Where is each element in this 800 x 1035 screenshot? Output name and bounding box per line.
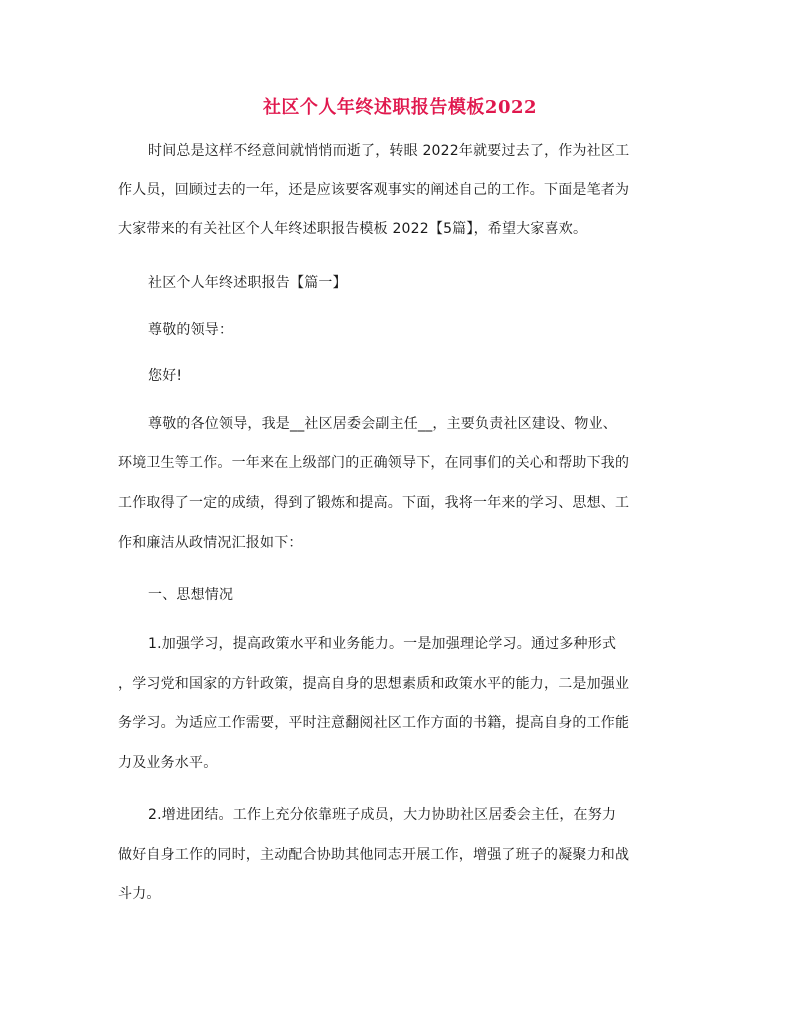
intro-line-1: 时间总是这样不经意间就悄悄而逝了，转眼 2022年就要过去了，作为社区工	[148, 143, 630, 159]
para1-line-1: 尊敬的各位领导，我是__社区居委会副主任__，主要负责社区建设、物业、	[148, 416, 617, 432]
section-heading: 社区个人年终述职报告【篇一】	[148, 275, 347, 291]
para1-line-2: 环境卫生等工作。一年来在上级部门的正确领导下，在同事们的关心和帮助下我的	[118, 455, 630, 471]
intro-line-2: 作人员，回顾过去的一年，还是应该要客观事实的阐述自己的工作。下面是笔者为	[118, 182, 630, 198]
document-title: 社区个人年终述职报告模板2022	[262, 97, 538, 118]
item2-line-2: 做好自身工作的同时，主动配合协助其他同志开展工作，增强了班子的凝聚力和战	[118, 847, 630, 863]
para1-line-4: 作和廉洁从政情况汇报如下：	[118, 535, 303, 551]
item2-line-3: 斗力。	[118, 886, 161, 902]
item1-line-2: ，学习党和国家的方针政策，提高自身的思想素质和政策水平的能力，二是加强业	[118, 676, 630, 692]
item1-line-3: 务学习。为适应工作需要，平时注意翻阅社区工作方面的书籍，提高自身的工作能	[118, 715, 630, 731]
para1-line-3: 工作取得了一定的成绩，得到了锻炼和提高。下面，我将一年来的学习、思想、工	[118, 495, 630, 511]
item1-line-4: 力及业务水平。	[118, 755, 218, 771]
item2-line-1: 2.增进团结。工作上充分依靠班子成员，大力协助社区居委会主任，在努力	[148, 807, 617, 823]
salutation: 尊敬的领导：	[148, 322, 234, 338]
greeting: 您好!	[148, 368, 183, 384]
intro-line-3: 大家带来的有关社区个人年终述职报告模板 2022【5篇】，希望大家喜欢。	[118, 221, 588, 237]
item1-line-1: 1.加强学习，提高政策水平和业务能力。一是加强理论学习。通过多种形式	[148, 636, 617, 652]
subheading: 一、思想情况	[148, 587, 234, 603]
